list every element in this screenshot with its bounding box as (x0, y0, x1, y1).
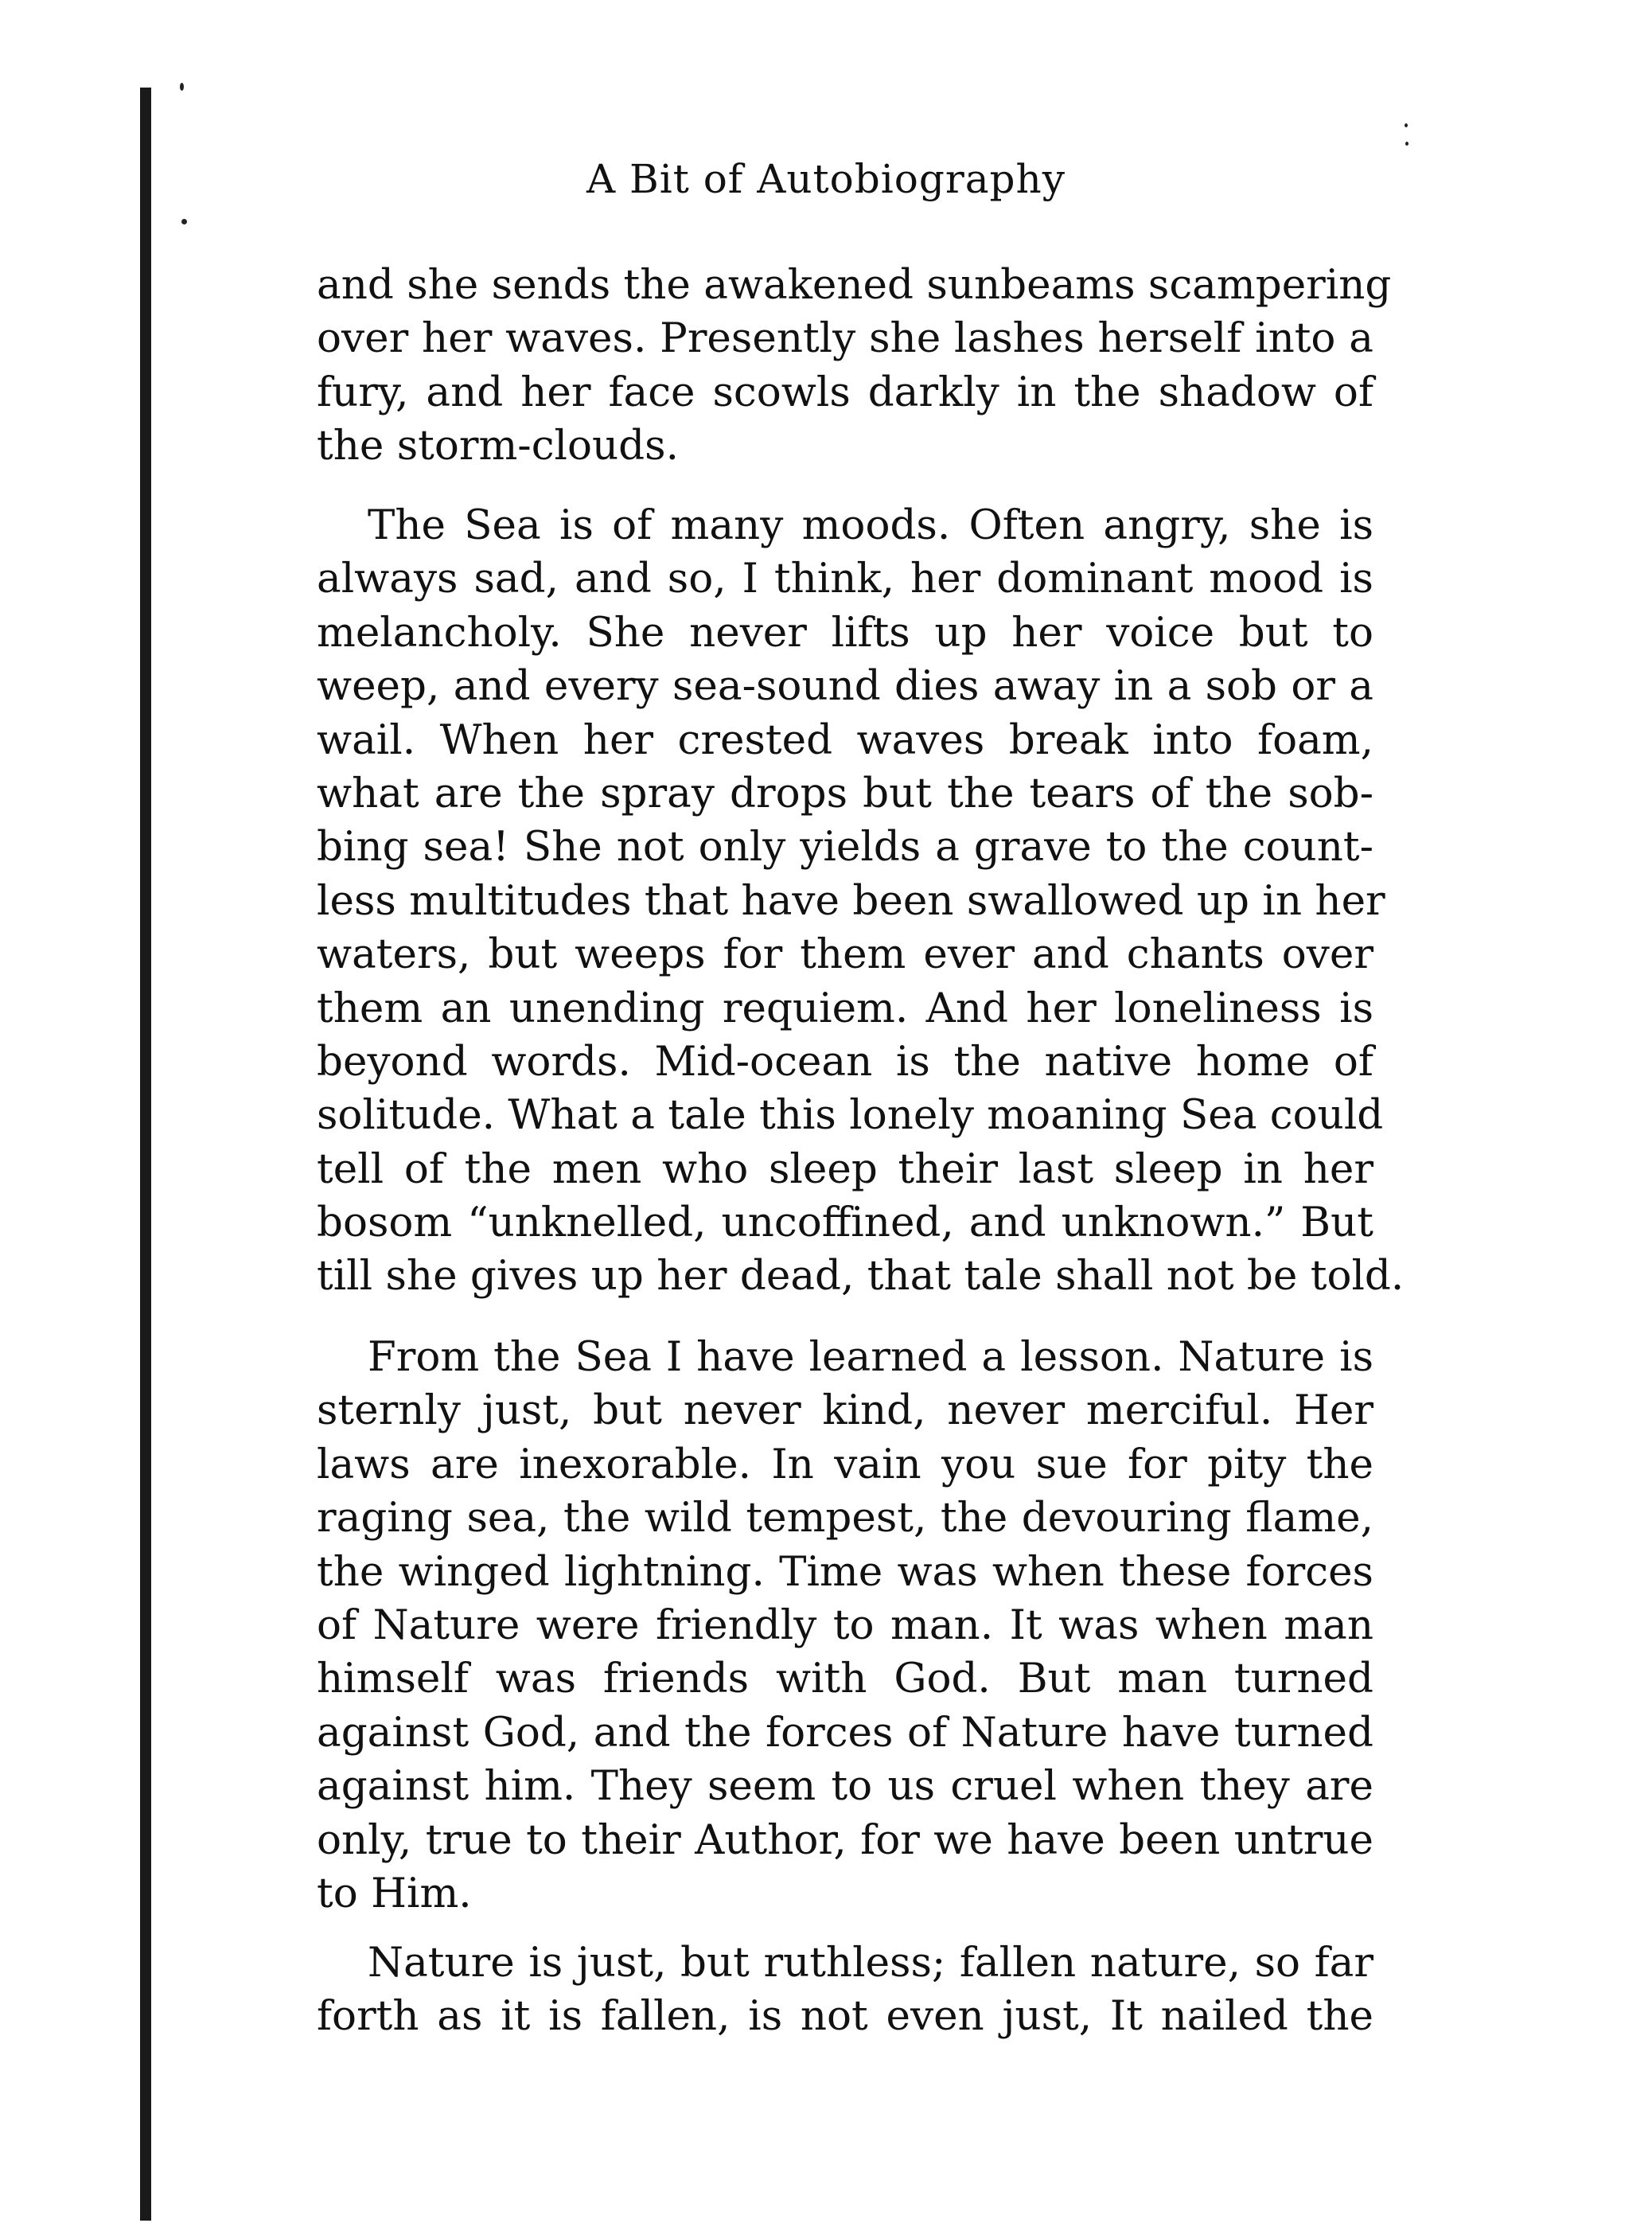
text-line: Nature is just, but ruthless; fallen nature, so far (368, 1939, 1373, 1987)
scan-speck (1405, 142, 1408, 146)
text-line: The Sea is of many moods. Often angry, she is (368, 501, 1373, 549)
text-line: fury, and her face scowls darkly in the shadow of (317, 368, 1373, 416)
running-head: A Bit of Autobiography (586, 156, 1066, 202)
text-line: always sad, and so, I think, her dominant mood is (317, 555, 1373, 603)
paragraph (317, 499, 1405, 1304)
paragraph (317, 259, 1392, 474)
text-line: them an unending requiem. And her loneliness is (317, 984, 1373, 1032)
text-line: sternly just, but never kind, never merciful. Her (317, 1386, 1373, 1435)
text-line: the storm-clouds. (317, 422, 679, 470)
text-line: wail. When her crested waves break into foam, (317, 716, 1373, 764)
text-line: against God, and the forces of Nature have turned (317, 1708, 1373, 1757)
text-line: the winged lightning. Time was when these forces (317, 1547, 1373, 1596)
text-line: solitude. What a tale this lonely moaning Sea could (317, 1091, 1384, 1140)
paragraph (317, 1936, 1373, 2044)
text-line: less multitudes that have been swallowed up in her (317, 876, 1385, 925)
text-line: till she gives up her dead, that tale shall not be told. (317, 1252, 1405, 1301)
text-line: forth as it is fallen, is not even just, It nailed the (317, 1992, 1373, 2041)
scan-speck (181, 219, 187, 224)
text-line: melancholy. She never lifts up her voice but to (317, 608, 1373, 657)
text-line: beyond words. Mid-ocean is the native home of (317, 1037, 1373, 1086)
text-line: himself was friends with God. But man turned (317, 1655, 1373, 1703)
text-line: over her waves. Presently she lashes herself into a (317, 314, 1373, 363)
text-line: against him. They seem to us cruel when they are (317, 1762, 1373, 1811)
scan-speck (180, 83, 184, 91)
text-line: what are the spray drops but the tears of the sob- (317, 769, 1373, 817)
text-line: bing sea! She not only yields a grave to the count- (317, 823, 1373, 872)
text-line: From the Sea I have learned a lesson. Nature is (368, 1333, 1373, 1381)
text-line: to Him. (317, 1869, 472, 1917)
text-line: raging sea, the wild tempest, the devouring flame, (317, 1494, 1373, 1542)
text-line: only, true to their Author, for we have been untrue (317, 1815, 1373, 1864)
text-line: laws are inexorable. In vain you sue for pity the (317, 1440, 1373, 1488)
text-line: tell of the men who sleep their last sleep in her (317, 1145, 1373, 1193)
scan-speck (1405, 123, 1408, 127)
text-line: and she sends the awakened sunbeams scampering (317, 261, 1392, 309)
text-line: bosom “unknelled, uncoffined, and unknown.” But (317, 1199, 1373, 1247)
paragraph (317, 1331, 1373, 1921)
binding-edge-line (140, 88, 151, 2221)
text-line: weep, and every sea-sound dies away in a sob or a (317, 662, 1373, 711)
text-line: of Nature were friendly to man. It was when man (317, 1601, 1373, 1649)
text-line: waters, but weeps for them ever and chants over (317, 930, 1373, 979)
